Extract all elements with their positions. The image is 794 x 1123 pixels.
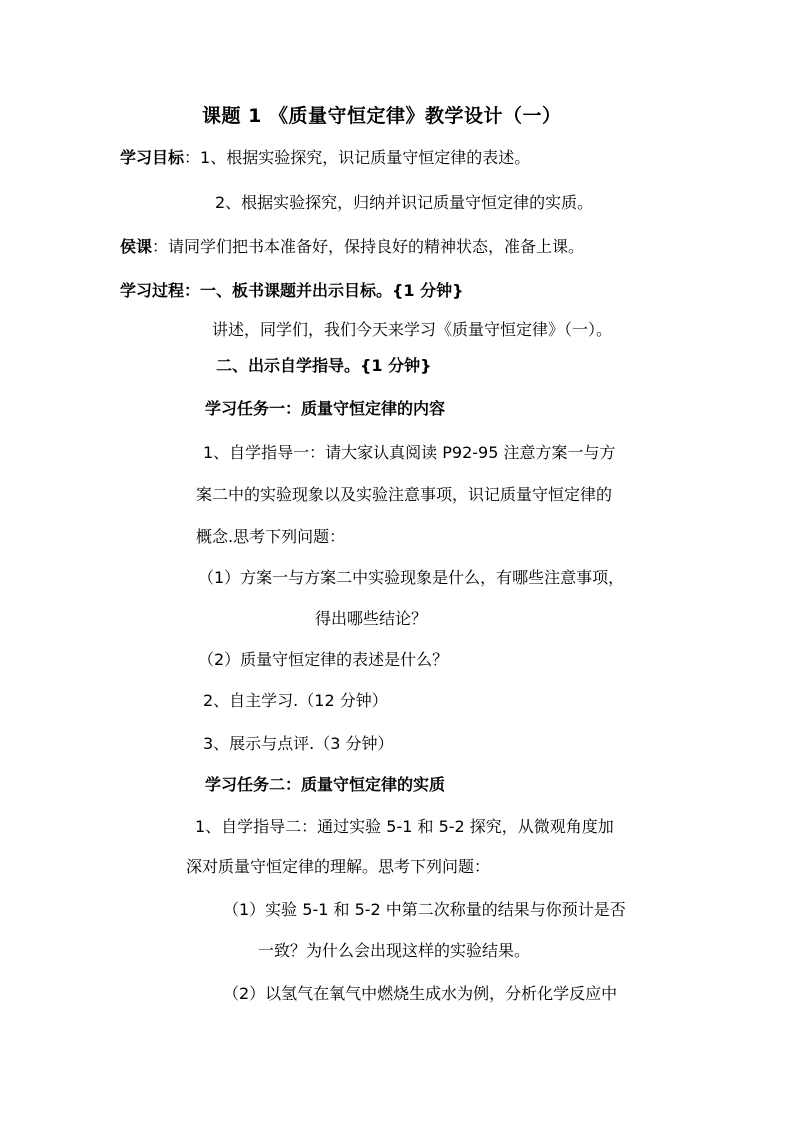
objectives-line-1 bbox=[120, 147, 530, 169]
task1-guide-line-1: 1、自学指导一：请大家认真阅读 P92-95 注意方案一与方 bbox=[203, 443, 616, 462]
task2-heading: 学习任务二：质量守恒定律的实质 bbox=[205, 775, 446, 794]
objective-item-1: ：1、根据实验探究，识记质量守恒定律的表述。 bbox=[184, 148, 531, 167]
waiting-text: ：请同学们把书本准备好，保持良好的精神状态，准备上课。 bbox=[152, 237, 585, 256]
process-line bbox=[120, 280, 464, 302]
task2-guide-line-2: 深对质量守恒定律的理解。思考下列问题： bbox=[186, 857, 491, 876]
process-step-1-text: 讲述，同学们，我们今天来学习《质量守恒定律》（一）。 bbox=[212, 320, 613, 339]
task1-heading: 学习任务一：质量守恒定律的内容 bbox=[205, 399, 446, 418]
document-title: 课题 1 《质量守恒定律》教学设计（一） bbox=[202, 105, 562, 127]
task1-guide-line-3: 概念.思考下列问题： bbox=[196, 527, 346, 546]
task1-question-1-line-2: 得出哪些结论？ bbox=[315, 609, 428, 628]
task1-review: 3、展示与点评.（3 分钟） bbox=[203, 734, 394, 753]
process-step-1: 一、板书课题并出示目标。{1 分钟} bbox=[200, 281, 464, 300]
task1-question-2: （2）质量守恒定律的表述是什么？ bbox=[198, 650, 449, 669]
objectives-label: 学习目标 bbox=[120, 148, 185, 167]
task2-question-1-line-1: （1）实验 5-1 和 5-2 中第二次称量的结果与你预计是否 bbox=[223, 900, 626, 919]
task1-self-study: 2、自主学习.（12 分钟） bbox=[203, 691, 388, 710]
waiting-line bbox=[120, 236, 584, 258]
waiting-label: 侯课 bbox=[120, 237, 153, 256]
task1-guide-line-2: 案二中的实验现象以及实验注意事项，识记质量守恒定律的 bbox=[196, 485, 613, 504]
objective-item-2: 2、根据实验探究，归纳并识记质量守恒定律的实质。 bbox=[215, 193, 594, 212]
process-step-2: 二、出示自学指导。{1 分钟} bbox=[216, 356, 432, 375]
task2-guide-line-1: 1、自学指导二：通过实验 5-1 和 5-2 探究，从微观角度加 bbox=[195, 817, 614, 836]
task1-question-1-line-1: （1）方案一与方案二中实验现象是什么，有哪些注意事项， bbox=[198, 568, 625, 587]
process-label: 学习过程： bbox=[120, 281, 201, 300]
task2-question-1-line-2: 一致？为什么会出现这样的实验结果。 bbox=[258, 941, 531, 960]
task2-question-2-line-1: （2）以氢气在氧气中燃烧生成水为例，分析化学反应中 bbox=[223, 984, 618, 1003]
